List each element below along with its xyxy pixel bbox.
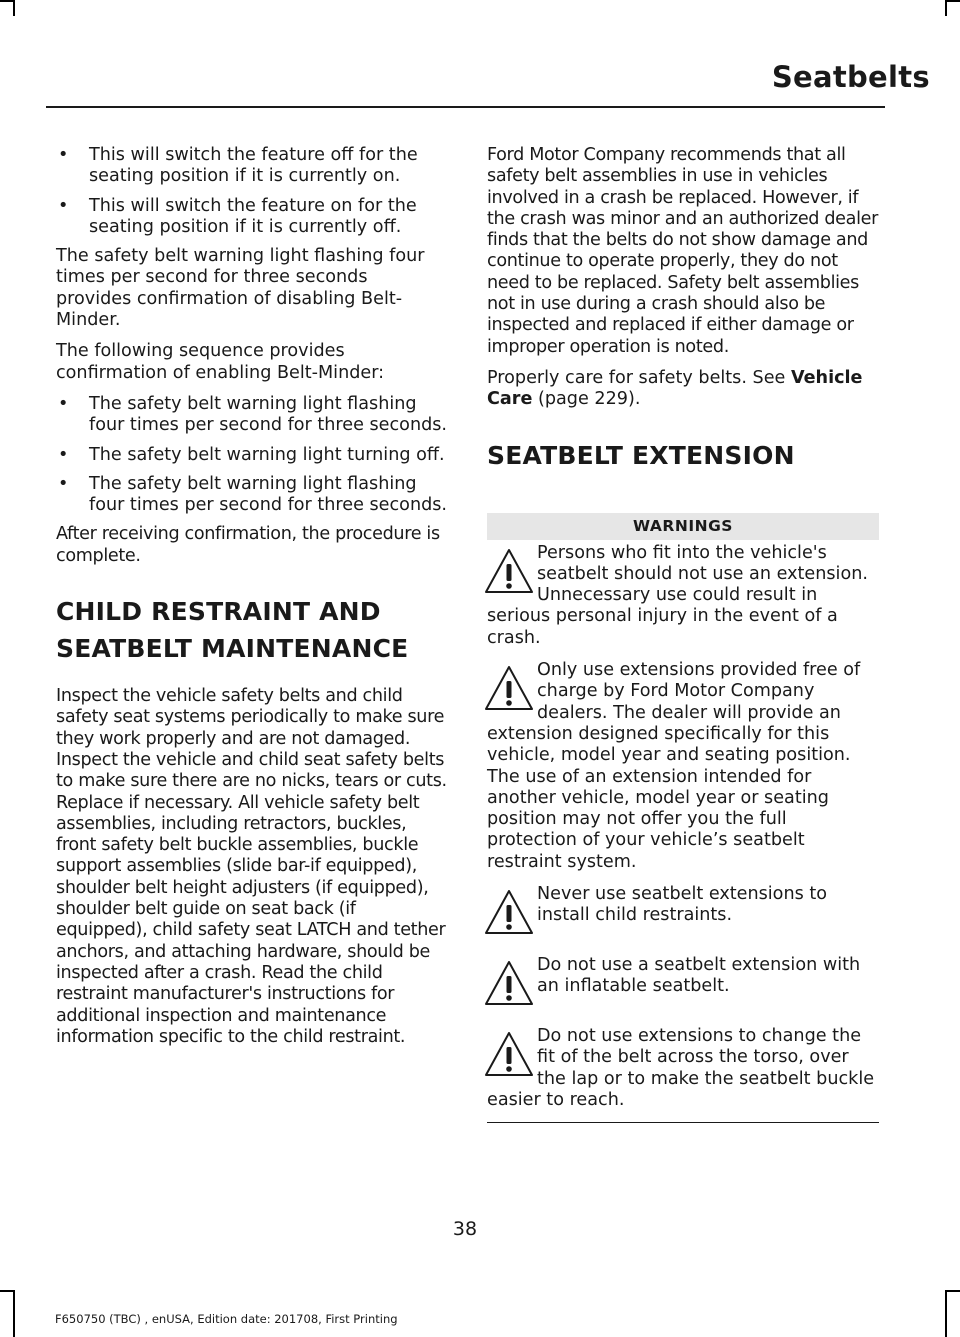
section-heading-child-restraint — [56, 593, 448, 667]
warning-text: Do not use extensions to change the fit of the belt across the torso, over the lap or to make the seatbelt buckle easier to reach. — [487, 1026, 875, 1110]
enable-sequence-list — [56, 394, 448, 516]
warning-item — [487, 1026, 879, 1111]
switch-bullet-list — [56, 145, 448, 238]
warning-item — [487, 660, 879, 873]
warning-text: Persons who fit into the vehicle's seatbelt should not use an extension. Unnecessary use could result in serious personal injury in the event of a crash. — [487, 542, 868, 648]
care-text: Properly care for safety belts. See — [487, 367, 791, 388]
care-page-ref: (page 229). — [532, 389, 641, 410]
page-number: 38 — [452, 1218, 478, 1240]
edition-info: F650750 (TBC) , enUSA, Edition date: 201708, First Printing — [55, 1312, 398, 1326]
crop-mark — [946, 1290, 960, 1292]
warnings-end-rule — [487, 1122, 879, 1123]
disable-confirmation-paragraph: The safety belt warning light flashing four times per second for three seconds provides confirmation of disabling Belt-Minder. — [56, 246, 425, 331]
list-item: • The safety belt warning light flashing four times per second for three seconds. — [56, 474, 448, 517]
heading-line: CHILD RESTRAINT AND — [56, 597, 381, 627]
warning-triangle-icon — [483, 662, 535, 714]
warning-triangle-icon — [483, 886, 535, 938]
crop-mark — [945, 0, 947, 16]
warning-triangle-icon — [483, 957, 535, 1009]
replacement-paragraph: Ford Motor Company recommends that all safety belt assemblies in use in vehicles involved in a crash be replaced. However, if the crash was minor and an authorized dealer finds that the belts do not show damage and continue to operate properly, they do not need to be replaced. Safety belt assemblies not in use during a crash should also be inspected and replaced if either damage or improper operation is noted. — [487, 145, 878, 357]
crop-mark — [946, 0, 960, 2]
crop-mark — [13, 1290, 15, 1337]
warning-triangle-icon — [483, 545, 535, 597]
list-item: • This will switch the feature on for the seating position if it is currently off. — [56, 196, 448, 239]
right-column — [487, 145, 879, 1123]
warning-triangle-icon — [483, 1028, 535, 1080]
header-rule — [46, 106, 885, 108]
maintenance-paragraph: Inspect the vehicle safety belts and child safety seat systems periodically to make sure they work properly and are not damaged. Inspect the vehicle and child seat safety belts to make sure there are no nicks, tears or cuts. Replace if necessary. All vehicle safety belt assemblies, including retractors, buckles, front safety belt buckle assemblies, buckle support assemblies (slide bar-if equipped), shoulder belt height adjusters (if equipped), shoulder belt guide on seat back (if equipped), child safety seat LATCH and tether anchors, and attaching hardware, should be inspected after a crash. Read the child restraint manufacturer's instructions for additional inspection and maintenance information specific to the child restraint. — [56, 686, 447, 1047]
left-column — [56, 145, 448, 1058]
crop-mark — [945, 1290, 947, 1337]
warnings-header: WARNINGS — [487, 513, 879, 540]
list-item: • The safety belt warning light turning off. — [56, 445, 448, 466]
crop-mark — [13, 0, 15, 16]
crop-mark — [0, 1290, 14, 1292]
warning-text: Do not use a seatbelt extension with an inflatable seatbelt. — [537, 955, 861, 997]
crop-mark — [0, 0, 14, 2]
care-paragraph — [487, 368, 879, 411]
heading-line: SEATBELT MAINTENANCE — [56, 634, 409, 664]
page-header-title: Seatbelts — [771, 60, 930, 94]
list-item: • The safety belt warning light flashing four times per second for three seconds. — [56, 394, 448, 437]
warning-item — [487, 543, 879, 649]
procedure-complete-paragraph: After receiving confirmation, the procedure is complete. — [56, 524, 440, 566]
section-heading-seatbelt-extension: SEATBELT EXTENSION — [487, 440, 795, 470]
enable-intro-paragraph: The following sequence provides confirmation of enabling Belt-Minder: — [56, 341, 385, 383]
warning-text: Only use extensions provided free of charge by Ford Motor Company dealers. The dealer will provide an extension designed specifically for this vehicle, model year and seating position. The use of an extension intended for another vehicle, model year or seating position may not offer you the full protection of your vehicle’s seatbelt restraint system. — [487, 660, 861, 872]
list-item: • This will switch the feature off for the seating position if it is currently on. — [56, 145, 448, 188]
warning-text: Never use seatbelt extensions to install child restraints. — [537, 884, 828, 926]
vehicle-care-link[interactable]: Vehicle Care — [487, 367, 863, 410]
warning-item — [487, 884, 879, 944]
warning-item — [487, 955, 879, 1015]
